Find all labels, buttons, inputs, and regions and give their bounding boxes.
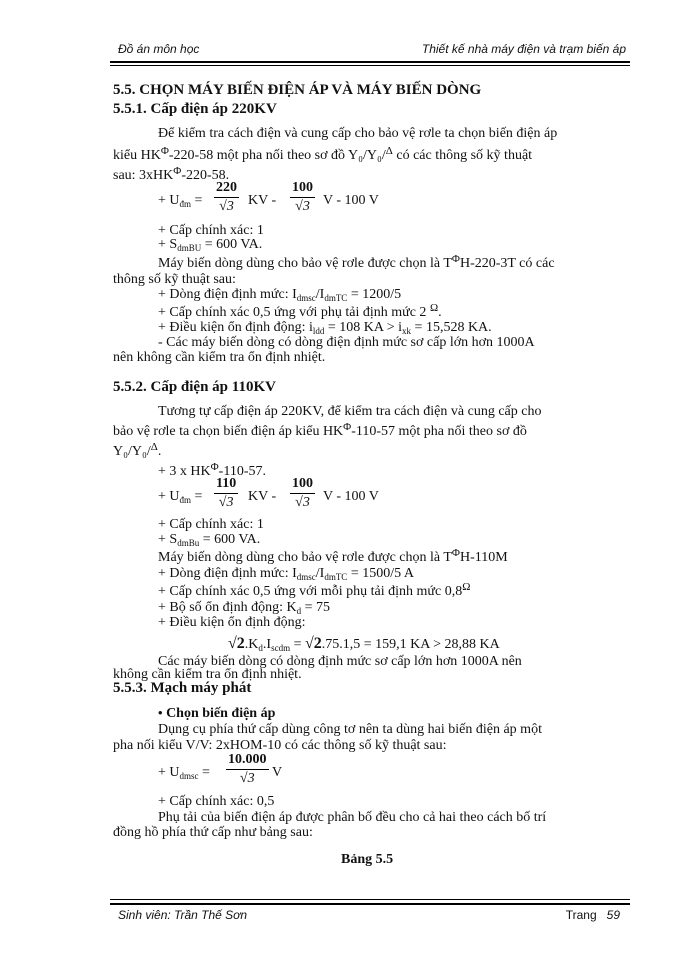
header-left: Đồ án môn học (118, 42, 200, 56)
paragraph-line: Phụ tải của biến điện áp được phân bố đều cho cả hai theo cách bố trí (158, 810, 547, 825)
unit-v: V (272, 765, 283, 780)
bullet-icon: • (158, 705, 163, 720)
paragraph-line: thông số kỹ thuật sau: (113, 272, 236, 287)
subsection-title-generator: 5.5.3. Mạch máy phát (113, 680, 252, 696)
footer-student: Sinh viên: Trần Thế Sơn (118, 908, 248, 922)
paragraph-line: đồng hồ phía thứ cấp như bảng sau: (113, 825, 313, 840)
section-title: 5.5. CHỌN MÁY BIẾN ĐIỆN ÁP VÀ MÁY BIẾN DÒNG (113, 82, 482, 98)
stability-formula: $√2.K_d.I_{scdm} = √2.75.1,5 = 159,1$ KA > 28,88 KA (228, 635, 500, 653)
accuracy-class-ct: + Cấp chính xác 0,5 ứng với mỗi phụ tải định mức $0,8^\Omega$ (158, 581, 471, 599)
fraction-100-sqrt3: $\frac{100}{√3}$ (292, 476, 313, 510)
header-rule (110, 61, 630, 63)
stability-factor: + Bộ số ổn định động: $K_d = 75$ (158, 600, 330, 616)
accuracy-class: + Cấp chính xác: 1 (158, 223, 264, 238)
table-title: Bảng 5.5 (341, 852, 394, 867)
paragraph-line: sau: 3xHK$^\Phi$-220-58. (113, 165, 230, 183)
header-rule-thin (110, 65, 630, 66)
paragraph-line: Tương tự cấp điện áp 220KV, để kiểm tra cách điện và cung cấp cho (158, 404, 542, 419)
footer-page: Trang 59 (565, 908, 620, 922)
fraction-100-sqrt3: $\frac{100}{√3}$ (292, 180, 313, 214)
fraction-110-sqrt3: $\frac{110}{√3}$ (216, 476, 237, 510)
paragraph-line: Máy biến dòng dùng cho bảo vệ rơle được chọn là $T^\Phi H-220-3T$ có các (158, 253, 555, 271)
paragraph-line: Máy biến dòng dùng cho bảo vệ rơle được chọn là $T^\Phi H-110M$ (158, 547, 508, 565)
dynamic-stability: + Điều kiện ổn định động: $i_{ldd} = 108$ KA > $i_{xk} = 15,528$ KA. (158, 320, 492, 336)
accuracy-class: + Cấp chính xác: 0,5 (158, 794, 275, 809)
note-line: Các máy biến dòng có dòng định mức sơ cấp lớn hơn 1000A nên (158, 654, 522, 669)
rated-current: + Dòng điện định mức: $I_{dmsc}/I_{dmTC} = 1500/5$ A (158, 566, 414, 582)
rated-power: + $S_{dmBU} = 600$ VA. (158, 237, 263, 253)
note-line: không cần kiểm tra ổn định nhiệt. (113, 667, 302, 682)
footer-rule-thin (110, 899, 630, 900)
formula-voltage-220: + $U_{đm}$ = (158, 193, 203, 209)
page-header (110, 40, 630, 60)
vt-spec: + 3 x $HK^\Phi-110-57$. (158, 461, 266, 479)
note-line: - Các máy biến dòng có dòng điện định mức sơ cấp lớn hơn 1000A (158, 335, 535, 350)
accuracy-class-ct: + Cấp chính xác 0,5 ứng với phụ tải định mức 2 $^\Omega$. (158, 302, 442, 320)
subsection-title-220kv: 5.5.1. Cấp điện áp 220KV (113, 101, 277, 117)
page-footer (110, 908, 630, 928)
subsection-title-110kv: 5.5.2. Cấp điện áp 110KV (113, 379, 276, 395)
footer-rule (110, 903, 630, 905)
formula-voltage-generator: + $U_{dmsc}$ = (158, 765, 210, 781)
bullet-heading: • Chọn biến điện áp (158, 705, 276, 721)
paragraph-line: bảo vệ rơle ta chọn biến điện áp kiểu $HK^\Phi-110-57$ một pha nối theo sơ đồ (113, 421, 527, 439)
unit-v: V - 100 V (323, 489, 379, 504)
accuracy-class: + Cấp chính xác: 1 (158, 517, 264, 532)
paragraph-line: kiểu $HK^\Phi-220-58$ một pha nối theo sơ đồ Y₀/Y₀/$^\Delta$ có các thông số kỹ thuật (113, 145, 533, 163)
paragraph-line: Y₀/Y₀/$^\Delta$. (113, 441, 162, 459)
page-number: 59 (606, 908, 620, 922)
unit-kv: KV - (248, 193, 277, 208)
unit-kv: KV - (248, 489, 277, 504)
formula-voltage-110: + $U_{đm}$ = (158, 489, 203, 505)
paragraph-line: Để kiểm tra cách điện và cung cấp cho bảo vệ rơle ta chọn biến điện áp (158, 126, 558, 141)
rated-power: + $S_{dmBu} = 600$ VA. (158, 532, 261, 548)
rated-current: + Dòng điện định mức: $I_{dmsc}/I_{dmTC} = 1200/5$ (158, 287, 402, 303)
note-line: nên không cần kiểm tra ổn định nhiệt. (113, 350, 326, 365)
paragraph-line: pha nối kiểu V/V: 2xHOM-10 có các thông số kỹ thuật sau: (113, 738, 447, 753)
dynamic-stability: + Điều kiện ổn định động: (158, 615, 306, 630)
unit-v: V - 100 V (323, 193, 379, 208)
header-right: Thiết kế nhà máy điện và trạm biến áp (421, 42, 626, 56)
fraction-10000-sqrt3: $\frac{10.000}{√3}$ (228, 752, 267, 786)
fraction-220-sqrt3: $\frac{220}{√3}$ (216, 180, 237, 214)
paragraph-line: Dụng cụ phía thứ cấp dùng công tơ nên ta dùng hai biến điện áp một (158, 722, 542, 737)
